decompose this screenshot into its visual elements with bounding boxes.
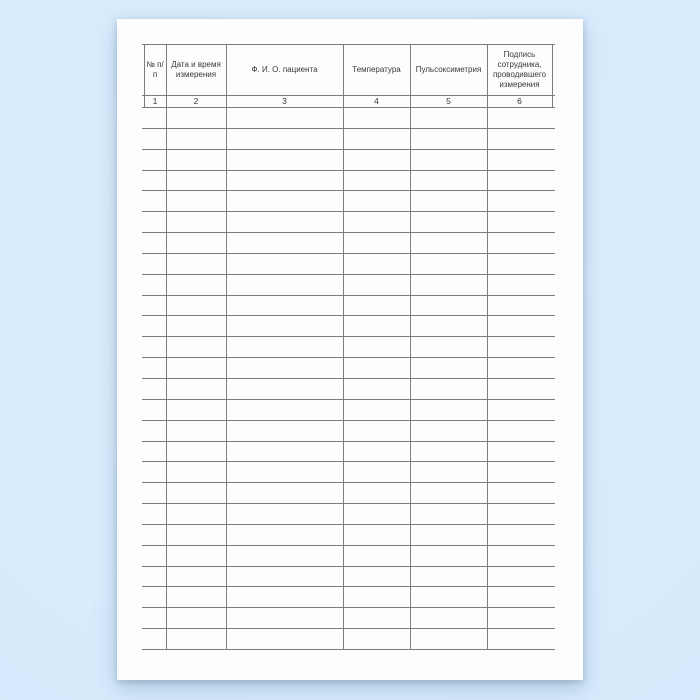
column-header-date-time: Дата и время измерения xyxy=(171,60,221,79)
column-header-pulse-oximetry: Пульсоксиметрия xyxy=(415,65,482,74)
grid-vertical-line xyxy=(226,44,227,649)
column-number-cell: 6 xyxy=(517,96,522,106)
empty-row-line xyxy=(142,170,555,171)
grid-horizontal-line xyxy=(142,95,555,96)
empty-row-line xyxy=(142,607,555,608)
column-number-cell: 5 xyxy=(446,96,451,106)
empty-row-line xyxy=(142,149,555,150)
grid-horizontal-line xyxy=(142,107,555,108)
column-header-patient-name: Ф. И. О. пациента xyxy=(251,65,318,74)
grid-vertical-line xyxy=(343,44,344,649)
empty-row-line xyxy=(142,315,555,316)
empty-row-line xyxy=(142,399,555,400)
empty-row-line xyxy=(142,461,555,462)
grid-vertical-line xyxy=(410,44,411,649)
empty-row-line xyxy=(142,253,555,254)
document-page xyxy=(117,19,583,680)
empty-row-line xyxy=(142,190,555,191)
empty-row-line xyxy=(142,649,555,650)
measurement-log-table xyxy=(142,44,555,650)
empty-row-line xyxy=(142,420,555,421)
grid-vertical-line xyxy=(487,44,488,649)
grid-vertical-border xyxy=(144,44,145,107)
empty-row-line xyxy=(142,524,555,525)
empty-row-line xyxy=(142,586,555,587)
empty-row-line xyxy=(142,378,555,379)
empty-row-line xyxy=(142,128,555,129)
empty-row-line xyxy=(142,545,555,546)
empty-row-line xyxy=(142,628,555,629)
empty-row-line xyxy=(142,295,555,296)
column-header-row-number: № п/п xyxy=(146,60,164,79)
column-number-cell: 3 xyxy=(282,96,287,106)
empty-row-line xyxy=(142,336,555,337)
empty-row-line xyxy=(142,503,555,504)
column-header-temperature: Температура xyxy=(352,65,401,74)
column-header-signature: Подпись сотрудника, проводившего измерения xyxy=(492,50,547,89)
grid-horizontal-line xyxy=(142,44,555,45)
grid-vertical-border xyxy=(552,44,553,107)
empty-row-line xyxy=(142,232,555,233)
empty-row-line xyxy=(142,441,555,442)
column-number-cell: 4 xyxy=(374,96,379,106)
grid-vertical-line xyxy=(166,44,167,649)
column-number-cell: 2 xyxy=(193,96,199,106)
empty-row-line xyxy=(142,566,555,567)
empty-row-line xyxy=(142,482,555,483)
empty-row-line xyxy=(142,211,555,212)
empty-row-line xyxy=(142,274,555,275)
empty-row-line xyxy=(142,357,555,358)
column-number-cell: 1 xyxy=(152,96,158,106)
